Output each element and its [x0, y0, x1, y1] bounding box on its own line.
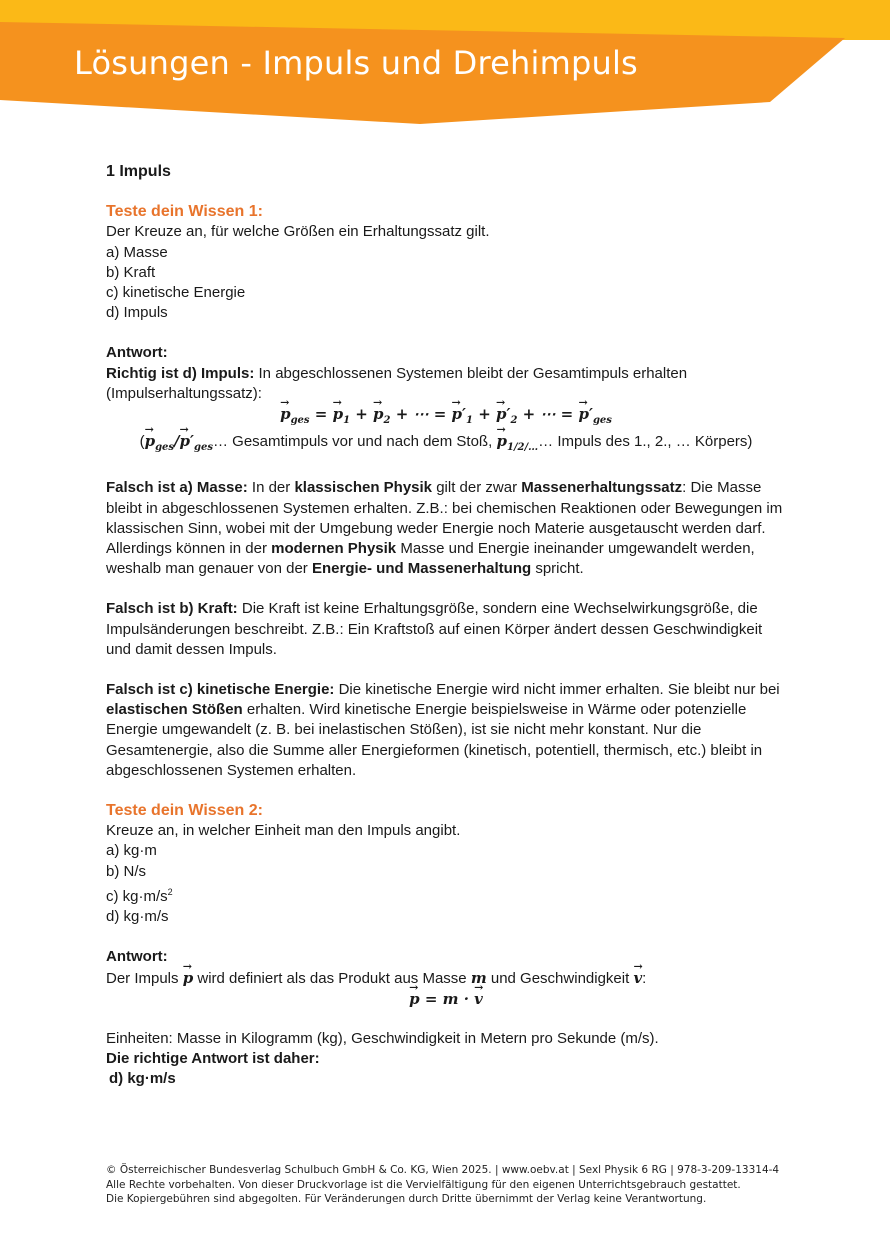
question-1-prompt: Der Kreuze an, für welche Größen ein Erhaltungssatz gilt.	[106, 223, 490, 241]
answer-1-wrong-c: Falsch ist c) kinetische Energie: Die kinetische Energie wird nicht immer erhalten. Sie bleibt nur bei elastischen Stößen erhalten. Wird kinetische Energie beispielsweise in Wärme oder potenzielle Energie umgewandelt (z. B. bei inelastischen Stößen), ist sie nicht mehr konstant. Nur die Gesamtenergie, also die Summe aller Energieformen (kinetisch, potentiell, thermisch, etc.) bleibt in abgeschlossenen Systemen erhalten.	[106, 681, 780, 779]
momentum-conservation-formula: → $p_{ges}$ = → $p_1$ + → $p_2$ + ⋯ = → $p'_1$ + → $p'_2$ + ⋯ = → $p'_{ges}$	[106, 404, 786, 431]
footer-copyright: © Österreichischer Bundesverlag Schulbuch GmbH & Co. KG, Wien 2025. | www.oebv.at | Sexl Physik 6 RG | 978-3-209-13314-4	[106, 1164, 780, 1176]
units-explanation: Einheiten: Masse in Kilogramm (kg), Geschwindigkeit in Metern pro Sekunde (m/s).	[106, 1029, 659, 1047]
question-2-prompt: Kreuze an, in welcher Einheit man den Impuls angibt.	[106, 822, 461, 840]
header-banner	[0, 0, 890, 130]
footer	[106, 1163, 806, 1207]
section-title: 1 Impuls	[106, 163, 171, 180]
question-1-option-b: b) Kraft	[106, 263, 156, 281]
result-label: Die richtige Antwort ist daher:	[106, 1050, 320, 1068]
question-2-option-b: b) N/s	[106, 862, 147, 880]
answer-2-label: Antwort:	[106, 948, 168, 966]
question-2-option-a: a) kg·m	[106, 842, 157, 860]
question-1-option-d: d) Impuls	[106, 304, 168, 322]
momentum-formula: → p = m · → v	[106, 989, 786, 1009]
answer-1-wrong-a: Falsch ist a) Masse: In der klassischen Physik gilt der zwar Massenerhaltungssatz: Die Masse bleibt in abgeschlossenen Systemen erhalten. Z.B.: bei chemischen Reaktionen oder Bewegungen im klassischen Sinn, wobei mit der Umgebung weder Energie noch Materie ausgetauscht werden darf. Allerdings können in der modernen Physik Masse und Energie ineinander umgewandelt werden, weshalb man genauer von der Energie- und Massenerhaltung spricht.	[106, 479, 783, 578]
answer-1-label: Antwort:	[106, 344, 168, 362]
formula-note: (→ $p_{ges}/\to$ $p'_{ges}\dots$ Gesamtimpuls vor und nach dem Stoß, → $p_{1/2/\dots}\dots$ Impuls des 1., 2., … Körpers)	[106, 431, 786, 458]
footer-rights: Alle Rechte vorbehalten. Von dieser Druckvorlage ist die Vervielfältigung für den eigenen Unterrichtsgebrauch gestattet.	[106, 1178, 741, 1191]
answer-1-wrong-b: Falsch ist b) Kraft: Die Kraft ist keine Erhaltungsgröße, sondern eine Wechselwirkungsgröße, die Impulsänderungen beschreibt. Z.B.: Ein Kraftstoß auf einen Körper ändert dessen Geschwindigkeit und damit dessen Impuls.	[106, 600, 763, 658]
question-1-option-c: c) kinetische Energie	[106, 284, 246, 302]
momentum-definition: Der Impuls → p wird definiert als das Produkt aus Masse m und Geschwindigkeit → v:	[106, 968, 786, 989]
question-1-option-a: a) Masse	[106, 243, 168, 261]
question-1-title: Teste dein Wissen 1:	[106, 203, 263, 221]
main-content	[106, 162, 786, 1090]
result-answer: d) kg·m/s	[109, 1070, 176, 1088]
question-2-option-d: d) kg·m/s	[106, 908, 169, 926]
page-title: Lösungen - Impuls und Drehimpuls	[74, 44, 638, 82]
answer-1-correct: Richtig ist d) Impuls: In abgeschlossenen Systemen bleibt der Gesamtimpuls erhalten (Impulserhaltungssatz):	[106, 364, 688, 402]
question-2-title: Teste dein Wissen 2:	[106, 802, 263, 820]
footer-disclaimer: Die Kopiergebühren sind abgegolten. Für Veränderungen durch Dritte übernimmt der Verlag keine Verantwortung.	[106, 1193, 707, 1205]
question-2-option-c: c) $kg\cdot m/s^2$	[106, 886, 173, 905]
